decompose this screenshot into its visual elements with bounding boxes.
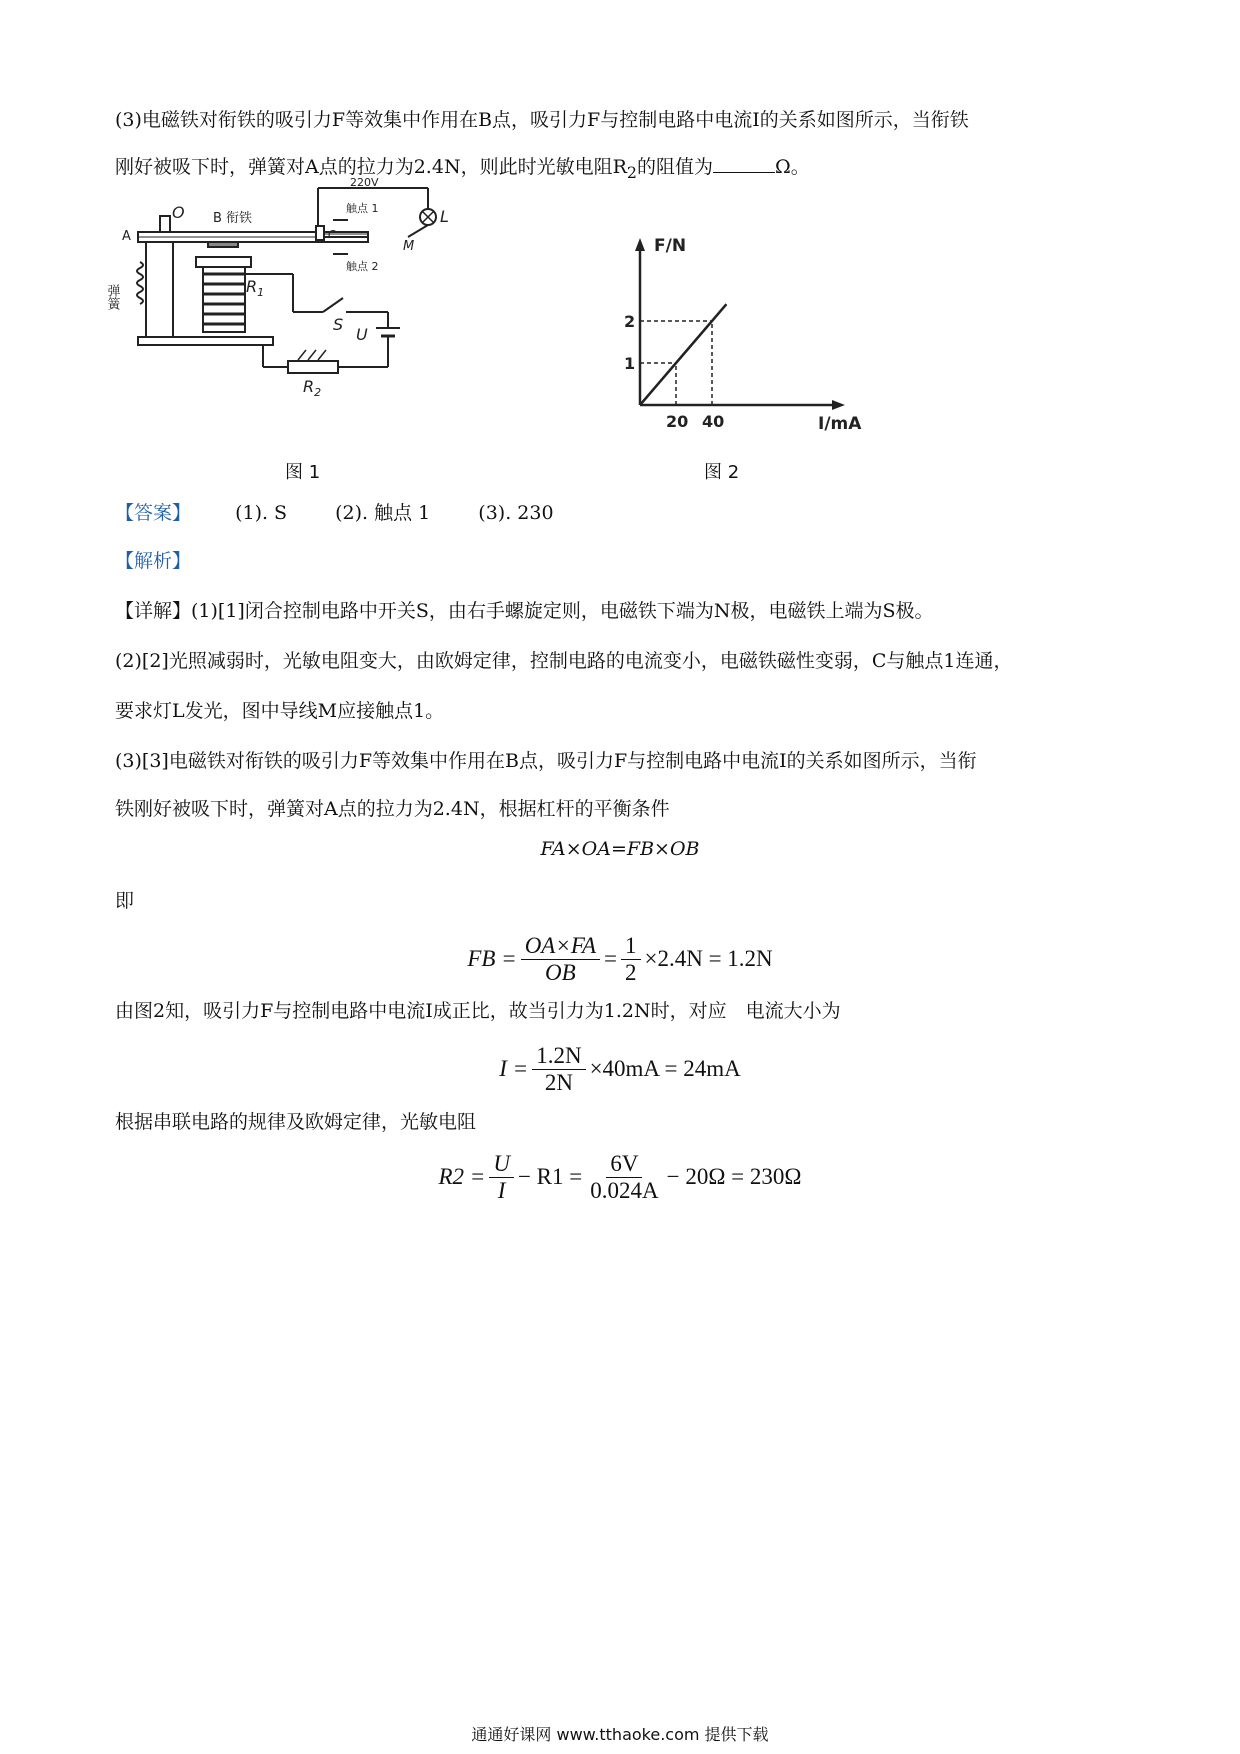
eq4-num2: 6V [606, 1151, 642, 1178]
eq2-frac [521, 933, 600, 986]
eq4-rest: − 20Ω = 230Ω [666, 1164, 802, 1189]
answer-blank [713, 154, 775, 173]
detail-p3-line1: (3)[3]电磁铁对衔铁的吸引力F等效集中作用在B点，吸引力F与控制电路中电流I的关系如图所示，当衔 [115, 750, 977, 772]
label-spring: 弹簧 [104, 284, 120, 310]
label-O: O [172, 203, 185, 222]
label-220v: 220V [350, 176, 379, 189]
label-R2: $R_2$ [303, 377, 322, 399]
answer-tag: 【答案】 [115, 502, 192, 524]
eq4-frac-2 [586, 1151, 662, 1204]
q3-text-b: 的阻值为 [636, 156, 713, 178]
eq2-half [621, 933, 641, 986]
figure-1-circuit [104, 176, 518, 452]
equation-r2 [0, 1142, 1240, 1212]
y-tick-label: 2 [624, 312, 636, 331]
eq4-mid: − R1 = [517, 1164, 583, 1189]
detail-p2-line2: 要求灯L发光，图中导线M应接触点1。 [115, 700, 445, 722]
eq2-half-den: 2 [625, 959, 637, 985]
y-axis-label: F/N [654, 236, 687, 256]
label-contact-2: 触点 2 [346, 260, 379, 273]
analysis-tag: 【解析】 [115, 550, 192, 572]
question-3-line-1: (3)电磁铁对衔铁的吸引力F等效集中作用在B点，吸引力F与控制电路中电流I的关系如图所示，当衔铁 [115, 109, 969, 131]
answer-row [115, 498, 1135, 528]
eq3-lhs: I = [499, 1056, 529, 1081]
equation-lever: FA×OA=FB×OB [540, 838, 700, 860]
x-axis-label: I/mA [818, 414, 862, 434]
equation-current [0, 1034, 1240, 1104]
detail-p4: 由图2知，吸引力F与控制电路中电流I成正比，故当引力为1.2N时，对应 电流大小为 [115, 1000, 841, 1022]
x-tick-label: 40 [702, 412, 725, 431]
eq4-den: I [497, 1177, 506, 1203]
eq2-lhs: FB = [467, 946, 517, 971]
eq4-num: U [489, 1151, 514, 1178]
label-contact-1: 触点 1 [346, 202, 379, 215]
label-S: S [333, 315, 344, 334]
label-R1: $R_1$ [246, 277, 265, 299]
x-tick-label: 20 [666, 412, 689, 431]
eq2-den: OB [545, 959, 576, 985]
label-A: A [122, 229, 131, 244]
eq3-rest: ×40mA = 24mA [589, 1056, 741, 1081]
eq3-den: 2N [544, 1069, 573, 1095]
detail-p3-line2: 铁刚好被吸下时，弹簧对A点的拉力为2.4N，根据杠杆的平衡条件 [115, 798, 670, 820]
eq3-frac [532, 1043, 585, 1096]
label-U: U [356, 325, 368, 344]
series-line [640, 304, 726, 405]
label-L: L [440, 207, 449, 226]
answer-item-2: (2). 触点 1 [335, 502, 431, 524]
label-M: M [403, 239, 415, 254]
label-C: C [328, 228, 336, 241]
detail-p1-text: (1)[1]闭合控制电路中开关S，由右手螺旋定则，电磁铁下端为N极，电磁铁上端为S极。 [191, 600, 934, 622]
y-axis-arrow [635, 238, 645, 251]
eq4-den2: 0.024A [590, 1177, 659, 1203]
eq4-lhs: R2 = [438, 1164, 486, 1189]
figure-2-caption: 图 2 [704, 462, 740, 483]
figure-2-chart [600, 235, 880, 450]
x-axis-arrow [832, 400, 845, 410]
q3-sub: 2 [626, 162, 637, 182]
eq3-num: 1.2N [532, 1043, 585, 1070]
answer-item-1: (1). S [235, 502, 288, 524]
detail-tag: 【详解】 [115, 600, 192, 622]
figure-1-caption: 图 1 [285, 462, 321, 483]
eq2-half-num: 1 [621, 933, 641, 960]
equation-fb [0, 924, 1240, 994]
eq2-num: OA×FA [521, 933, 600, 960]
answer-item-3: (3). 230 [478, 502, 554, 524]
q3-text-a: 刚好被吸下时，弹簧对A点的拉力为2.4N，则此时光敏电阻R [115, 156, 627, 178]
text-ji: 即 [115, 890, 135, 912]
detail-p2-line1: (2)[2]光照减弱时，光敏电阻变大，由欧姆定律，控制电路的电流变小，电磁铁磁性变弱，C与触点1连通， [115, 650, 1013, 672]
detail-p5: 根据串联电路的规律及欧姆定律，光敏电阻 [115, 1111, 477, 1133]
eq2-rest: ×2.4N = 1.2N [644, 946, 773, 971]
y-tick-label: 1 [624, 354, 636, 373]
footer: 通通好课网 www.tthaoke.com 提供下载 [471, 1725, 769, 1744]
label-B: B 衔铁 [213, 211, 253, 226]
question-3-line-2 [115, 152, 1135, 188]
detail-p1 [115, 596, 1135, 626]
eq2-mid: = [604, 946, 617, 971]
q3-text-c: Ω。 [774, 156, 810, 178]
eq4-frac-1 [489, 1151, 514, 1204]
